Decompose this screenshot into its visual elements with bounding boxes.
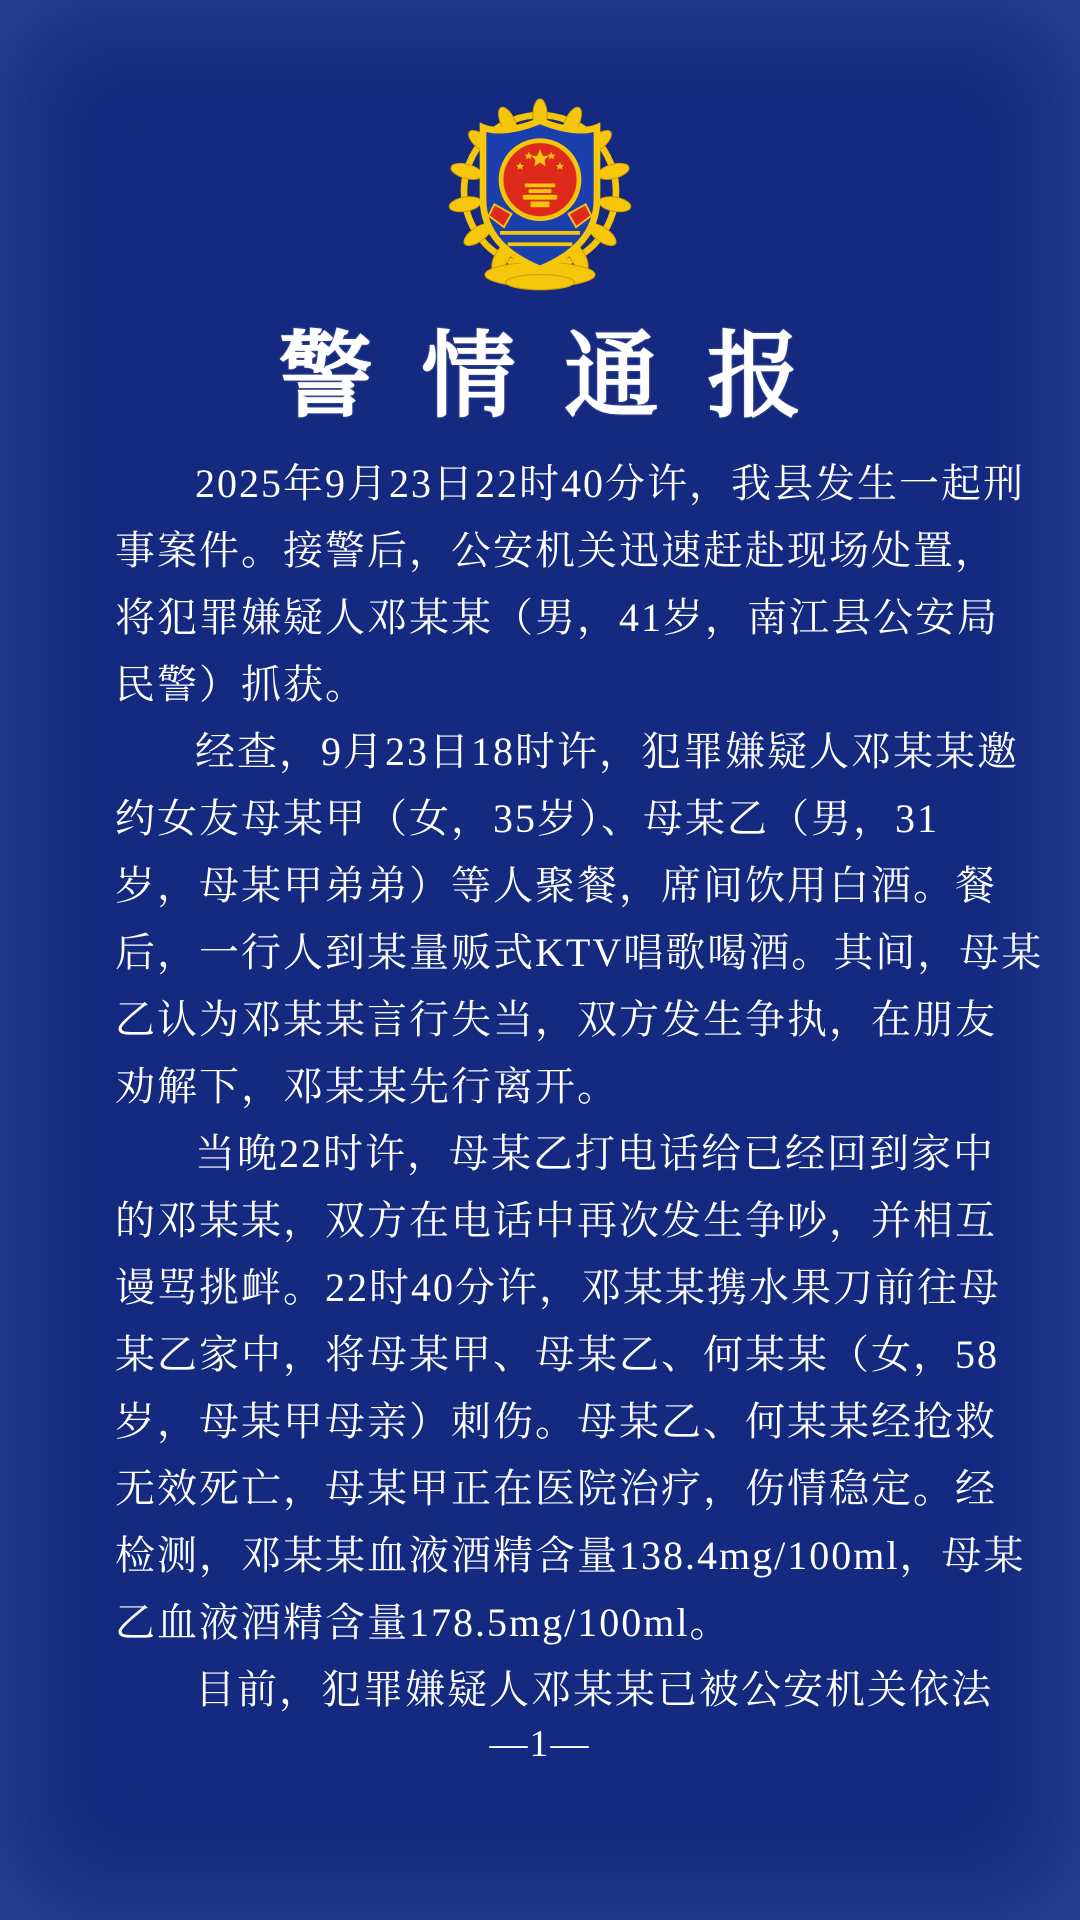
text-line: 无效死亡，母某甲正在医院治疗，伤情稳定。经 [115, 1466, 997, 1511]
text-line: 岁，母某甲弟弟）等人聚餐，席间饮用白酒。餐 [115, 863, 997, 908]
text-line: 乙血液酒精含量178.5mg/100ml。 [115, 1600, 732, 1645]
notice-title: 警情通报 [278, 325, 851, 429]
text-line: 岁，母某甲母亲）刺伤。母某乙、何某某经抢救 [115, 1399, 997, 1444]
text-line: 目前，犯罪嫌疑人邓某某已被公安机关依法 [195, 1667, 993, 1712]
text-line: 2025年9月23日22时40分许，我县发生一起刑 [195, 461, 1025, 506]
text-line: 某乙家中，将母某甲、母某乙、何某某（女，58 [115, 1332, 999, 1377]
text-line: 将犯罪嫌疑人邓某某（男，41岁，南江县公安局 [115, 595, 999, 640]
text-line: 约女友母某甲（女，35岁）、母某乙（男，31 [115, 796, 939, 841]
notice-paragraph [115, 1656, 993, 1723]
text-line: 民警）抓获。 [115, 662, 367, 707]
notice-paragraph [115, 718, 1044, 1120]
text-line: 当晚22时许，母某乙打电话给已经回到家中 [195, 1131, 995, 1176]
text-line: 检测，邓某某血液酒精含量138.4mg/100ml，母某 [115, 1533, 1026, 1578]
notice-body [115, 450, 1044, 1723]
text-line: 乙认为邓某某言行失当，双方发生争执，在朋友 [115, 997, 997, 1042]
notice-paragraph [115, 450, 1025, 718]
text-line: 后，一行人到某量贩式KTV唱歌喝酒。其间，母某 [115, 930, 1044, 975]
page-number: —1— [489, 1723, 591, 1765]
notice-paragraph [115, 1120, 1026, 1656]
text-line: 谩骂挑衅。22时40分许，邓某某携水果刀前往母 [115, 1265, 1001, 1310]
police-emblem-icon [445, 92, 635, 292]
text-line: 经查，9月23日18时许，犯罪嫌疑人邓某某邀 [195, 729, 1019, 774]
text-line: 劝解下，邓某某先行离开。 [115, 1064, 619, 1109]
text-line: 的邓某某，双方在电话中再次发生争吵，并相互 [115, 1198, 997, 1243]
text-line: 事案件。接警后，公安机关迅速赶赴现场处置， [115, 528, 997, 573]
